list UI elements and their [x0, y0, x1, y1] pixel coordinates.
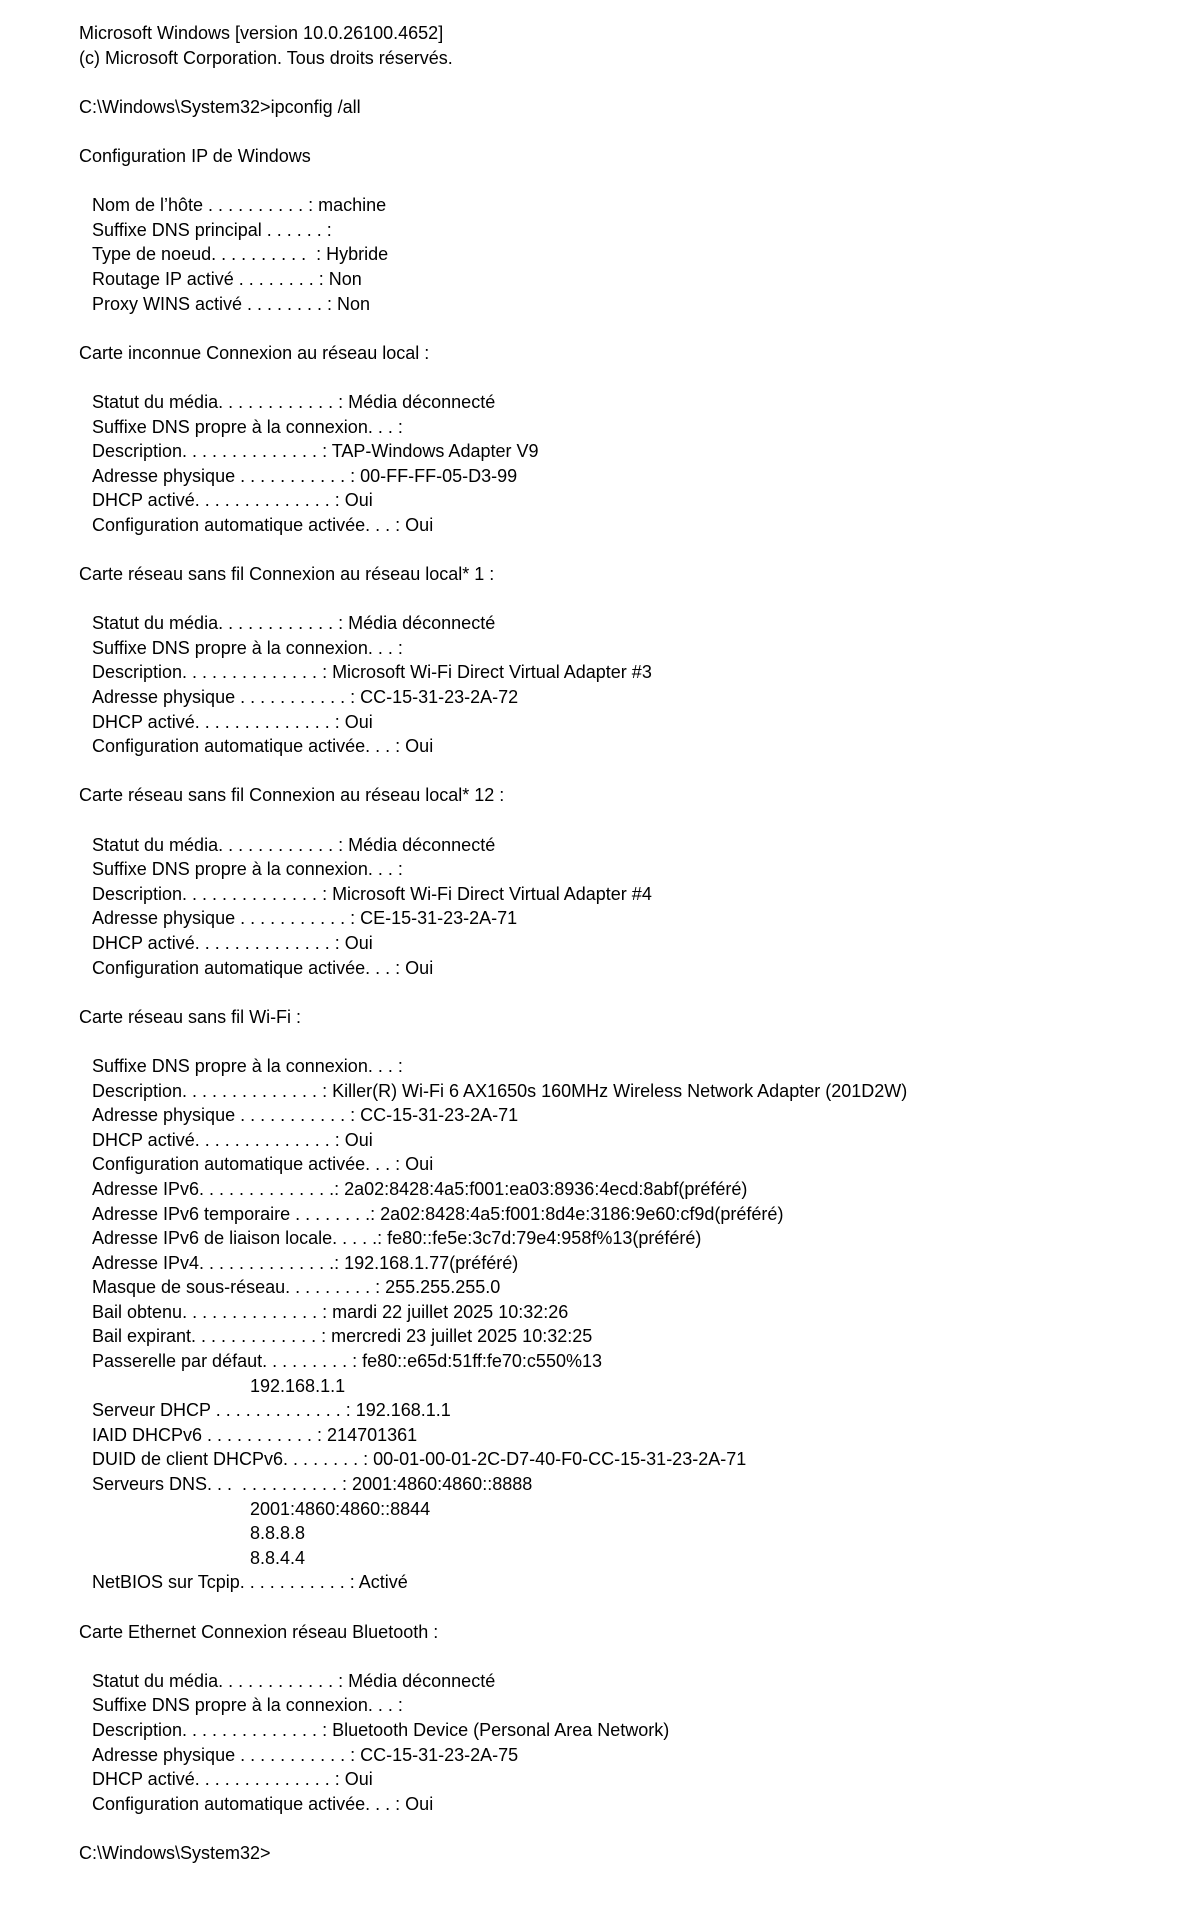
- prompt-line[interactable]: C:\Windows\System32>: [79, 1842, 271, 1863]
- adapter-line: Suffixe DNS propre à la connexion. . . :: [92, 1055, 403, 1076]
- host-line: Routage IP activé . . . . . . . . : Non: [92, 268, 362, 289]
- section-title: Configuration IP de Windows: [79, 145, 311, 166]
- adapter-line: Serveurs DNS. . . . . . . . . . . . . : 2001:4860:4860::8888: [92, 1474, 533, 1495]
- host-line: Suffixe DNS principal . . . . . . :: [92, 219, 332, 240]
- adapter-line: Statut du média. . . . . . . . . . . . : Média déconnecté: [92, 834, 496, 855]
- adapter-header: Carte Ethernet Connexion réseau Bluetooth :: [79, 1621, 439, 1642]
- adapter-line: Adresse IPv4. . . . . . . . . . . . . .: 192.168.1.77(préféré): [92, 1252, 519, 1273]
- adapter-line: DUID de client DHCPv6. . . . . . . . : 00-01-00-01-2C-D7-40-F0-CC-15-31-23-2A-71: [92, 1449, 747, 1470]
- adapter-line: Description. . . . . . . . . . . . . . : Killer(R) Wi-Fi 6 AX1650s 160MHz Wireless Network Adapter (201D2W): [92, 1080, 908, 1101]
- blank-line: [0, 169, 1200, 194]
- blank-line: [0, 1644, 1200, 1669]
- adapter-line: Adresse physique . . . . . . . . . . . : 00-FF-FF-05-D3-99: [92, 465, 518, 486]
- blank-line: [0, 587, 1200, 612]
- adapter-line: Configuration automatique activée. . . : Oui: [92, 1154, 434, 1175]
- adapter-header: Carte réseau sans fil Wi-Fi :: [79, 1006, 302, 1027]
- adapter-line: Adresse physique . . . . . . . . . . . : CC-15-31-23-2A-71: [92, 1105, 519, 1126]
- host-line: Type de noeud. . . . . . . . . . : Hybride: [92, 244, 389, 265]
- adapter-line: Suffixe DNS propre à la connexion. . . :: [92, 637, 403, 658]
- adapter-line: NetBIOS sur Tcpip. . . . . . . . . . . : Activé: [92, 1572, 408, 1593]
- blank-line: [0, 1816, 1200, 1841]
- adapter-header: Carte inconnue Connexion au réseau local :: [79, 342, 430, 363]
- host-line: Nom de l’hôte . . . . . . . . . . : machine: [92, 195, 387, 216]
- adapter-line: Adresse IPv6 temporaire . . . . . . . .: 2a02:8428:4a5:f001:8d4e:3186:9e60:cf9d(préféré): [92, 1203, 784, 1224]
- adapter-line: Adresse physique . . . . . . . . . . . : CE-15-31-23-2A-71: [92, 908, 518, 929]
- adapter-line: Suffixe DNS propre à la connexion. . . :: [92, 859, 403, 880]
- adapter-line: Adresse IPv6. . . . . . . . . . . . . .: 2a02:8428:4a5:f001:ea03:8936:4ecd:8abf(préféré): [92, 1178, 748, 1199]
- adapter-line: Description. . . . . . . . . . . . . . : TAP-Windows Adapter V9: [92, 441, 539, 462]
- adapter-header: Carte réseau sans fil Connexion au réseau local* 1 :: [79, 564, 495, 585]
- continuation-line: 192.168.1.1: [250, 1375, 346, 1396]
- adapter-line: Bail expirant. . . . . . . . . . . . . : mercredi 23 juillet 2025 10:32:25: [92, 1326, 593, 1347]
- adapter-line: Statut du média. . . . . . . . . . . . : Média déconnecté: [92, 391, 496, 412]
- adapter-line: Suffixe DNS propre à la connexion. . . :: [92, 416, 403, 437]
- adapter-line: Passerelle par défaut. . . . . . . . . : fe80::e65d:51ff:fe70:c550%13: [92, 1351, 602, 1372]
- adapter-line: Serveur DHCP . . . . . . . . . . . . . : 192.168.1.1: [92, 1400, 451, 1421]
- blank-line: [0, 980, 1200, 1005]
- adapter-line: DHCP activé. . . . . . . . . . . . . . : Oui: [92, 1769, 373, 1790]
- adapter-line: Adresse physique . . . . . . . . . . . : CC-15-31-23-2A-75: [92, 1744, 519, 1765]
- adapter-line: Adresse IPv6 de liaison locale. . . . .: fe80::fe5e:3c7d:79e4:958f%13(préféré): [92, 1228, 702, 1249]
- blank-line: [0, 70, 1200, 95]
- continuation-line: 2001:4860:4860::8844: [250, 1498, 431, 1519]
- continuation-line: 8.8.4.4: [250, 1547, 306, 1568]
- continuation-line: 8.8.8.8: [250, 1523, 306, 1544]
- adapter-line: Masque de sous-réseau. . . . . . . . . : 255.255.255.0: [92, 1277, 501, 1298]
- adapter-line: Configuration automatique activée. . . : Oui: [92, 514, 434, 535]
- blank-line: [0, 808, 1200, 833]
- blank-line: [0, 759, 1200, 784]
- blank-line: [0, 119, 1200, 144]
- adapter-line: DHCP activé. . . . . . . . . . . . . . : Oui: [92, 490, 373, 511]
- adapter-line: Description. . . . . . . . . . . . . . : Bluetooth Device (Personal Area Network): [92, 1719, 670, 1740]
- adapter-line: DHCP activé. . . . . . . . . . . . . . : Oui: [92, 932, 373, 953]
- adapter-line: DHCP activé. . . . . . . . . . . . . . : Oui: [92, 711, 373, 732]
- version-line: Microsoft Windows [version 10.0.26100.4652]: [79, 23, 444, 43]
- adapter-line: DHCP activé. . . . . . . . . . . . . . : Oui: [92, 1129, 373, 1150]
- adapter-line: Statut du média. . . . . . . . . . . . : Média déconnecté: [92, 1670, 496, 1691]
- adapter-line: Bail obtenu. . . . . . . . . . . . . . : mardi 22 juillet 2025 10:32:26: [92, 1301, 569, 1322]
- adapter-line: Adresse physique . . . . . . . . . . . : CC-15-31-23-2A-72: [92, 687, 519, 708]
- adapter-line: Description. . . . . . . . . . . . . . : Microsoft Wi-Fi Direct Virtual Adapter #3: [92, 662, 652, 683]
- adapter-line: Description. . . . . . . . . . . . . . : Microsoft Wi-Fi Direct Virtual Adapter #4: [92, 883, 652, 904]
- adapter-line: Statut du média. . . . . . . . . . . . : Média déconnecté: [92, 613, 496, 634]
- blank-line: [0, 537, 1200, 562]
- blank-line: [0, 316, 1200, 341]
- adapter-header: Carte réseau sans fil Connexion au réseau local* 12 :: [79, 785, 505, 806]
- copyright-line: (c) Microsoft Corporation. Tous droits réservés.: [79, 47, 453, 68]
- command-line: C:\Windows\System32>ipconfig /all: [79, 96, 361, 117]
- adapter-line: Configuration automatique activée. . . : Oui: [92, 957, 434, 978]
- host-line: Proxy WINS activé . . . . . . . . : Non: [92, 293, 371, 314]
- adapter-line: Suffixe DNS propre à la connexion. . . :: [92, 1695, 403, 1716]
- blank-line: [0, 365, 1200, 390]
- blank-line: [0, 1595, 1200, 1620]
- adapter-line: Configuration automatique activée. . . : Oui: [92, 1793, 434, 1814]
- blank-line: [0, 1029, 1200, 1054]
- adapter-line: IAID DHCPv6 . . . . . . . . . . . : 214701361: [92, 1424, 418, 1445]
- adapter-line: Configuration automatique activée. . . : Oui: [92, 736, 434, 757]
